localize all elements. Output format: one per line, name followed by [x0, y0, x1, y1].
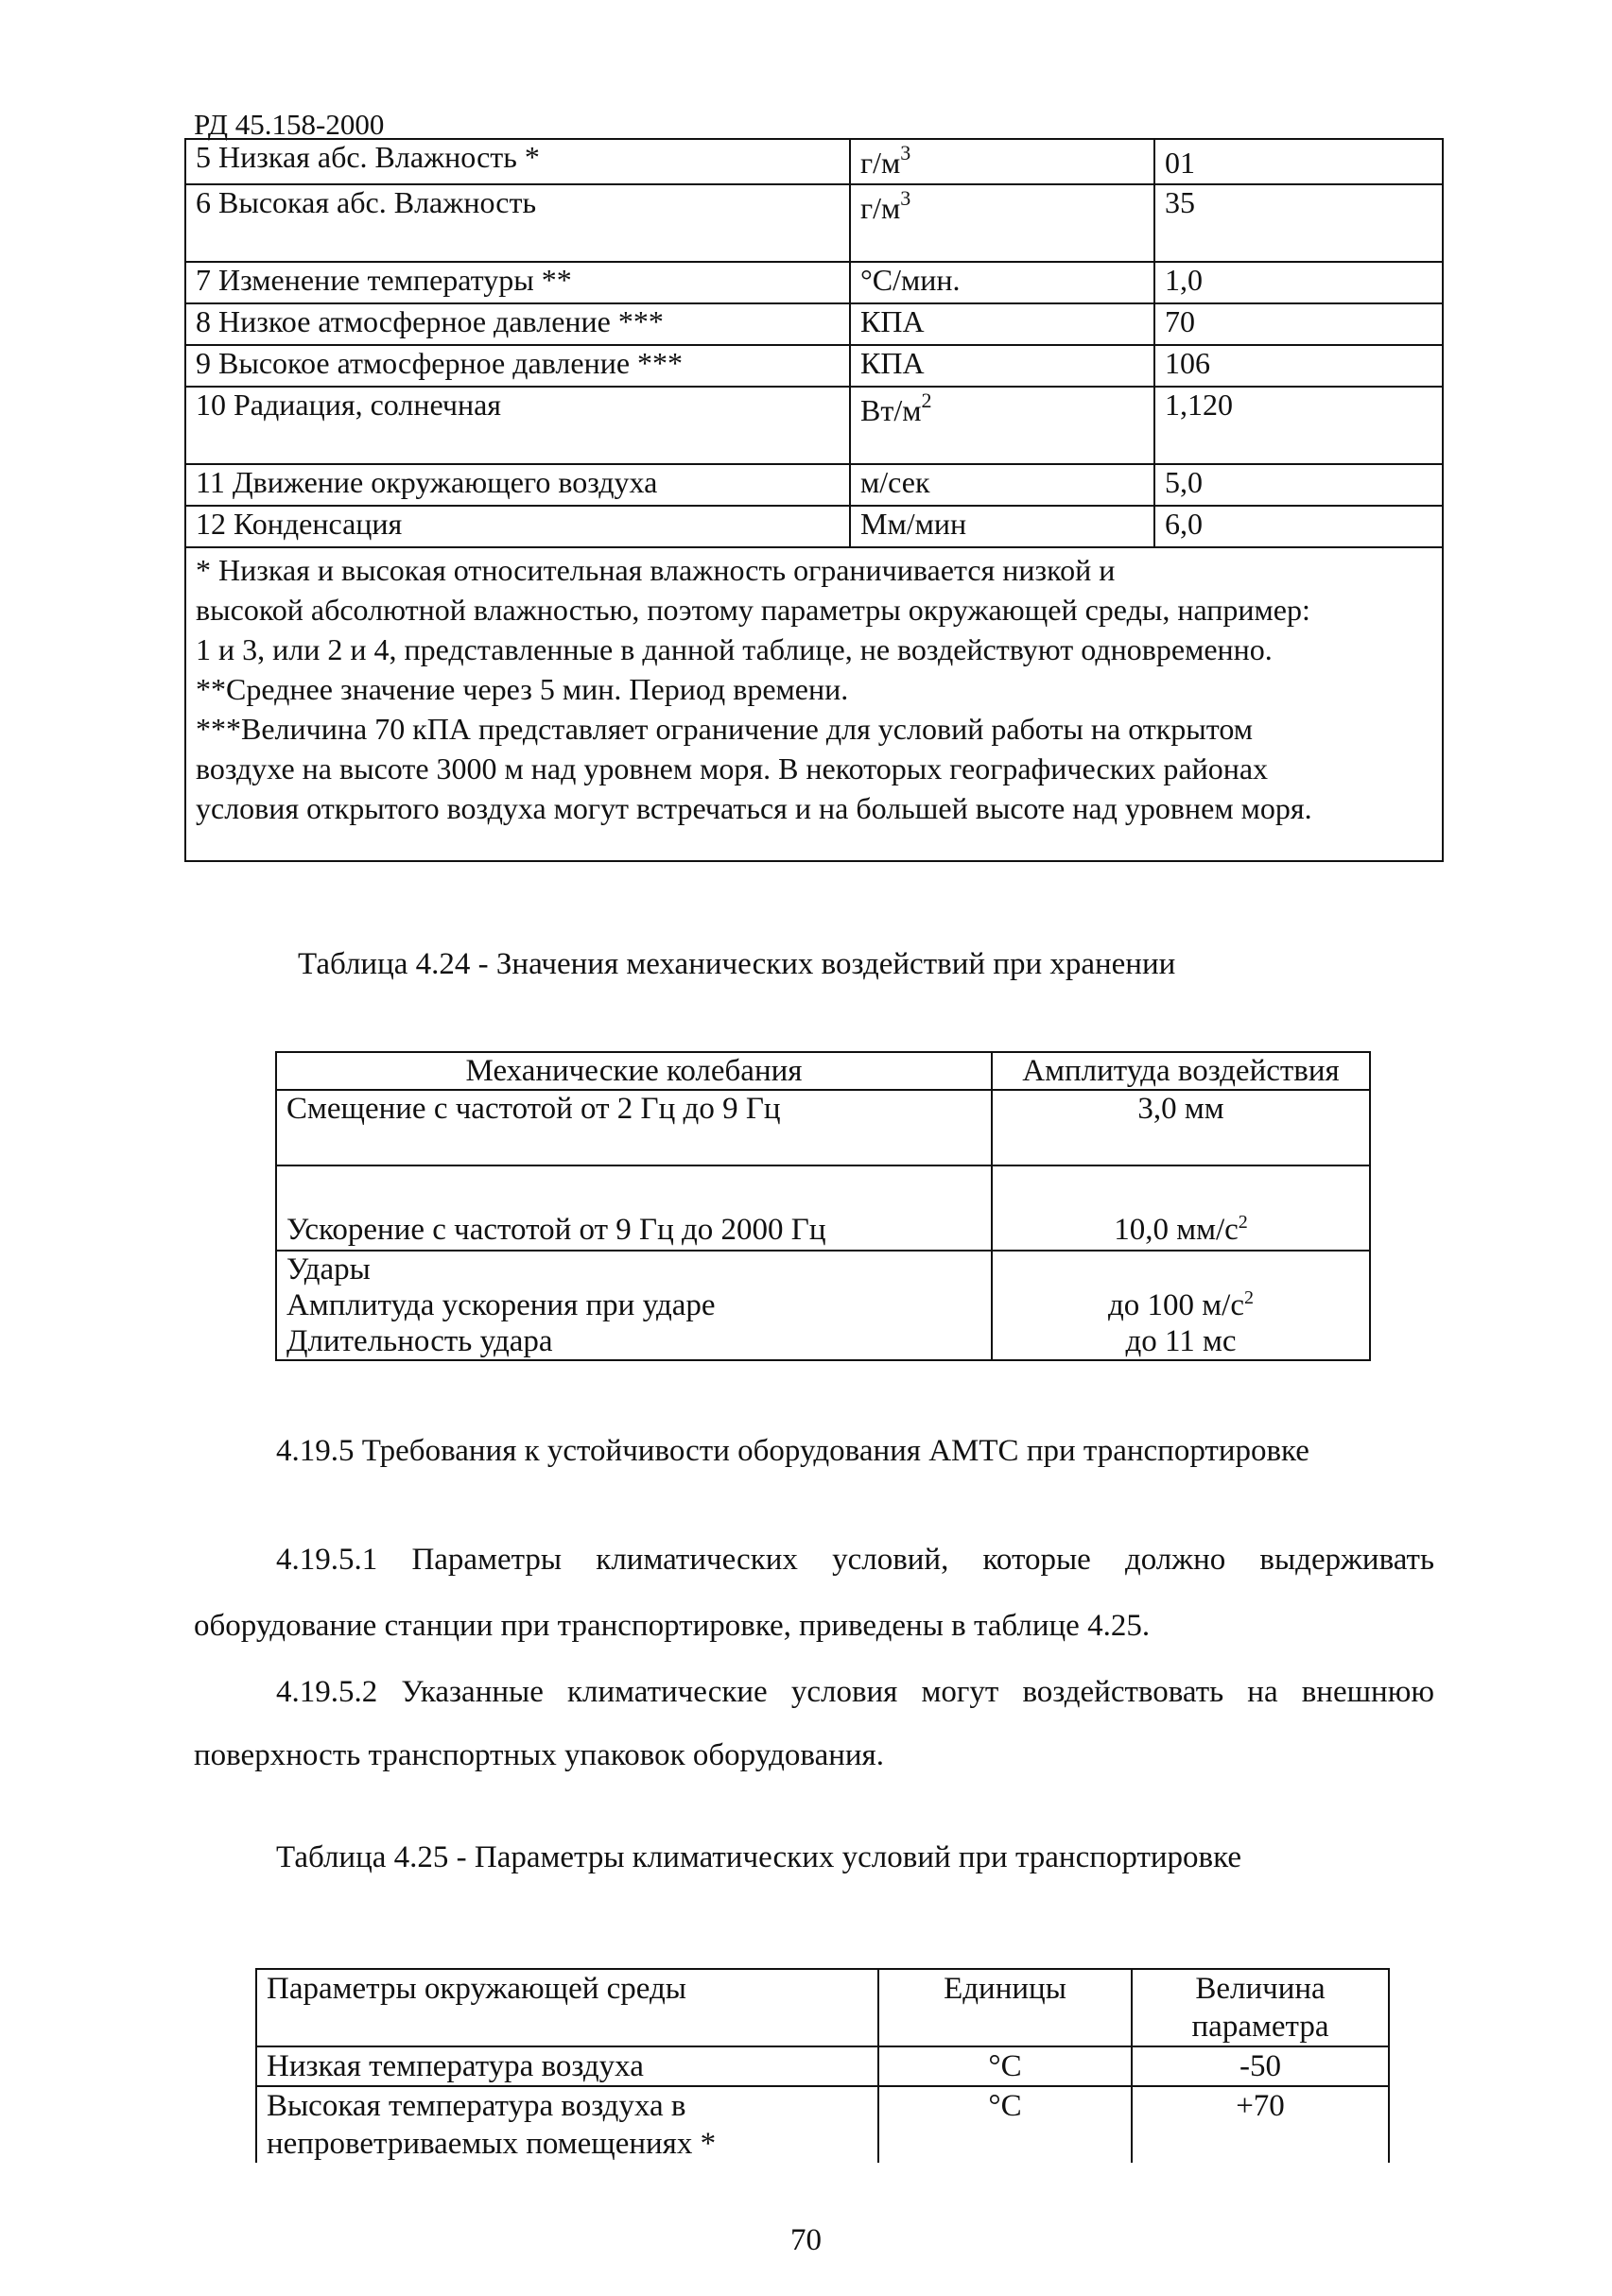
unit-cell: °С: [878, 2086, 1132, 2163]
column-header: Механические колебания: [276, 1052, 992, 1090]
unit-cell: КПА: [850, 345, 1154, 387]
note-line: * Низкая и высокая относительная влажность ограничивается низкой и: [196, 553, 1116, 587]
climate-table-continued: [184, 138, 1444, 862]
column-header: Параметры окружающей среды: [256, 1969, 878, 2046]
unit-cell: Мм/мин: [850, 506, 1154, 547]
column-header: Амплитуда воздействия: [992, 1052, 1370, 1090]
param-cell: 11 Движение окружающего воздуха: [185, 464, 850, 506]
param-cell: [276, 1251, 992, 1360]
unit-cell: $г/м^3$: [850, 139, 1154, 184]
column-header: Единицы: [878, 1969, 1132, 2046]
value-cell: 1,120: [1154, 387, 1443, 464]
table-4-25-caption: Таблица 4.25 - Параметры климатических условий при транспортировке: [276, 1840, 1241, 1874]
table-row: [185, 506, 1443, 547]
value-cell: 01: [1154, 139, 1443, 184]
paragraph-line: поверхность транспортных упаковок оборудования.: [194, 1738, 884, 1772]
note-line: **Среднее значение через 5 мин. Период времени.: [196, 672, 849, 706]
cell-line: Длительность удара: [286, 1324, 553, 1358]
value-cell: +70: [1132, 2086, 1389, 2163]
value-cell: 5,0: [1154, 464, 1443, 506]
param-cell: 7 Изменение температуры **: [185, 262, 850, 303]
note-line: 1 и 3, или 2 и 4, представленные в данной таблице, не воздействуют одновременно.: [196, 632, 1273, 666]
value-cell: 70: [1154, 303, 1443, 345]
table-row: [185, 184, 1443, 262]
param-cell: 10 Радиация, солнечная: [185, 387, 850, 464]
paragraph-line: оборудование станции при транспортировке, приведены в таблице 4.25.: [194, 1609, 1151, 1643]
table-4-24-caption: Таблица 4.24 - Значения механических воздействий при хранении: [298, 947, 1176, 981]
note-line: высокой абсолютной влажностью, поэтому параметры окружающей среды, например:: [196, 593, 1310, 627]
unit-cell: КПА: [850, 303, 1154, 345]
page-number: 70: [790, 2223, 822, 2257]
note-line: условия открытого воздуха могут встречаться и на большей высоте над уровнем моря.: [196, 791, 1312, 825]
table-row: [185, 345, 1443, 387]
table-row: [185, 464, 1443, 506]
param-cell: 9 Высокое атмосферное давление ***: [185, 345, 850, 387]
table-row: [256, 2086, 1389, 2163]
table-row: [276, 1090, 1370, 1165]
value-cell: [992, 1251, 1370, 1360]
param-cell: 8 Низкое атмосферное давление ***: [185, 303, 850, 345]
param-cell: Смещение с частотой от 2 Гц до 9 Гц: [276, 1090, 992, 1165]
table-row: [276, 1165, 1370, 1251]
unit-cell: $г/м^3$: [850, 184, 1154, 262]
unit-cell: °С/мин.: [850, 262, 1154, 303]
note-line: ***Величина 70 кПА представляет ограничение для условий работы на открытом: [196, 712, 1253, 746]
table-notes: [185, 547, 1443, 861]
section-heading: 4.19.5 Требования к устойчивости оборудования АМТС при транспортировке: [276, 1434, 1309, 1468]
value-cell: 1,0: [1154, 262, 1443, 303]
value-cell: 6,0: [1154, 506, 1443, 547]
table-notes-row: [185, 547, 1443, 861]
mechanical-impacts-table: [275, 1051, 1371, 1361]
cell-line: до 100 $м/с^2$: [1108, 1287, 1254, 1322]
cell-line: Удары: [286, 1252, 371, 1286]
table-row: [276, 1251, 1370, 1360]
param-cell: 6 Высокая абс. Влажность: [185, 184, 850, 262]
column-header: Величина параметра: [1132, 1969, 1389, 2046]
cell-line: до 11 мс: [1125, 1324, 1237, 1358]
value-cell: 35: [1154, 184, 1443, 262]
param-cell: Низкая температура воздуха: [256, 2046, 878, 2086]
unit-cell: °С: [878, 2046, 1132, 2086]
param-cell: 12 Конденсация: [185, 506, 850, 547]
unit-cell: $Вт/м^2$: [850, 387, 1154, 464]
table-row: [185, 139, 1443, 184]
document-code-header: РД 45.158-2000: [194, 108, 385, 141]
paragraph-line: 4.19.5.1 Параметры климатических условий, которые должно выдерживать: [276, 1543, 1434, 1577]
param-cell: Высокая температура воздуха в непроветриваемых помещениях *: [256, 2086, 878, 2163]
table-row: [185, 303, 1443, 345]
cell-line: Амплитуда ускорения при ударе: [286, 1288, 716, 1322]
note-line: воздухе на высоте 3000 м над уровнем моря. В некоторых географических районах: [196, 751, 1269, 785]
cell-line: [1002, 1252, 1360, 1287]
table-header-row: [276, 1052, 1370, 1090]
param-cell: 5 Низкая абс. Влажность *: [185, 139, 850, 184]
paragraph-line: 4.19.5.2 Указанные климатические условия могут воздействовать на внешнюю: [276, 1675, 1434, 1709]
value-cell: 3,0 мм: [992, 1090, 1370, 1165]
value-cell: 106: [1154, 345, 1443, 387]
param-cell: Ускорение с частотой от 9 Гц до 2000 Гц: [276, 1165, 992, 1251]
table-row: [185, 262, 1443, 303]
value-cell: 10,0 $мм/с^2$: [992, 1165, 1370, 1251]
transport-climate-table: [255, 1968, 1390, 2163]
table-row: [256, 2046, 1389, 2086]
value-cell: -50: [1132, 2046, 1389, 2086]
table-row: [185, 387, 1443, 464]
unit-cell: м/сек: [850, 464, 1154, 506]
table-header-row: [256, 1969, 1389, 2046]
